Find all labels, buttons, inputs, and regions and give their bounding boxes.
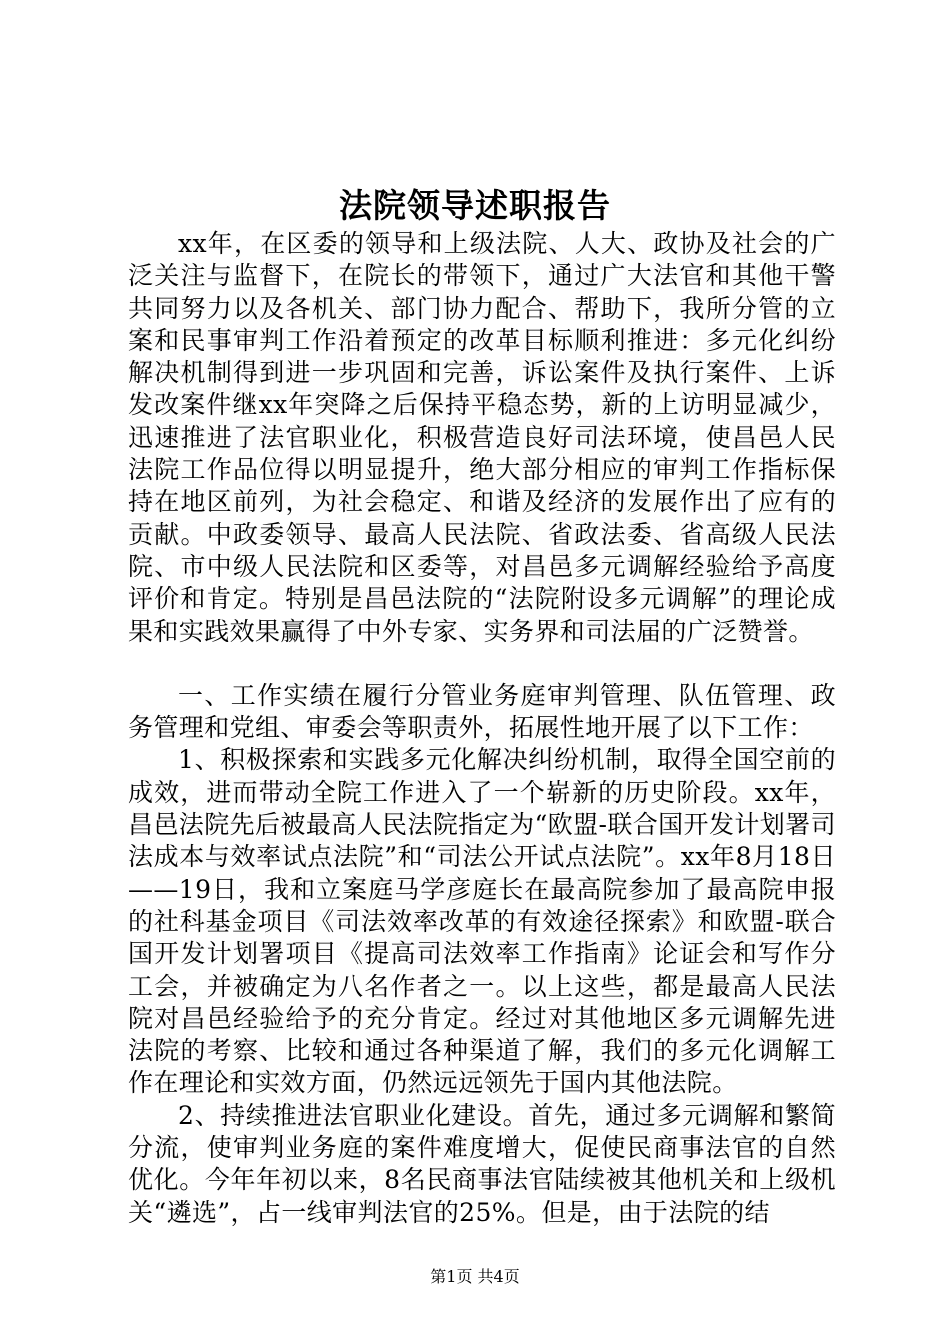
- document-title: 法院领导述职报告: [339, 186, 611, 225]
- paragraph-intro: xx年，在区委的领导和上级法院、人大、政协及社会的广泛关注与监督下，在院长的带领下，通过广大法官和其他干警共同努力以及各机关、部门协力配合、帮助下，我所分管的立案和民事审判工作沿着预定的改革目标顺利推进：多元化纠纷解决机制得到进一步巩固和完善，诉讼案件及执行案件、上诉发改案件继xx年突降之后保持平稳态势，新的上访明显减少，迅速推进了法官职业化，积极营造良好司法环境，使昌邑人民法院工作品位得以明显提升，绝大部分相应的审判工作指标保持在地区前列，为社会稳定、和谐及经济的发展作出了应有的贡献。中政委领导、最高人民法院、省政法委、省高级人民法院、市中级人民法院和区委等，对昌邑多元调解经验给予高度评价和肯定。特别是昌邑法院的“法院附设多元调解”的理论成果和实践效果赢得了中外专家、实务界和司法届的广泛赞誉。: [128, 229, 836, 646]
- paragraph-item-2: 2、持续推进法官职业化建设。首先，通过多元调解和繁简分流，使审判业务庭的案件难度增大，促使民商事法官的自然优化。今年年初以来，8名民商事法官陆续被其他机关和上级机关“遴选”，占一线审判法官的25%。但是，由于法院的结: [128, 1100, 836, 1227]
- document-body: [128, 228, 836, 1229]
- paragraph-spacer: [128, 648, 836, 680]
- paragraph-item-1: 1、积极探索和实践多元化解决纠纷机制，取得全国空前的成效，进而带动全院工作进入了一个崭新的历史阶段。xx年，昌邑法院先后被最高人民法院指定为“欧盟-联合国开发计划署司法成本与效率试点法院”和“司法公开试点法院”。xx年8月18日——19日，我和立案庭马学彦庭长在最高院参加了最高院申报的社科基金项目《司法效率改革的有效途径探索》和欧盟-联合国开发计划署项目《提高司法效率工作指南》论证会和写作分工会，并被确定为八名作者之一。以上这些，都是最高人民法院对昌邑经验给予的充分肯定。经过对其他地区多元调解先进法院的考察、比较和通过各种渠道了解，我们的多元化调解工作在理论和实效方面，仍然远远领先于国内其他法院。: [128, 745, 836, 1098]
- page-footer: 第1页 共4页: [430, 1267, 520, 1286]
- paragraph-section-heading: 一、工作实绩在履行分管业务庭审判管理、队伍管理、政务管理和党组、审委会等职责外，拓展性地开展了以下工作：: [128, 680, 836, 743]
